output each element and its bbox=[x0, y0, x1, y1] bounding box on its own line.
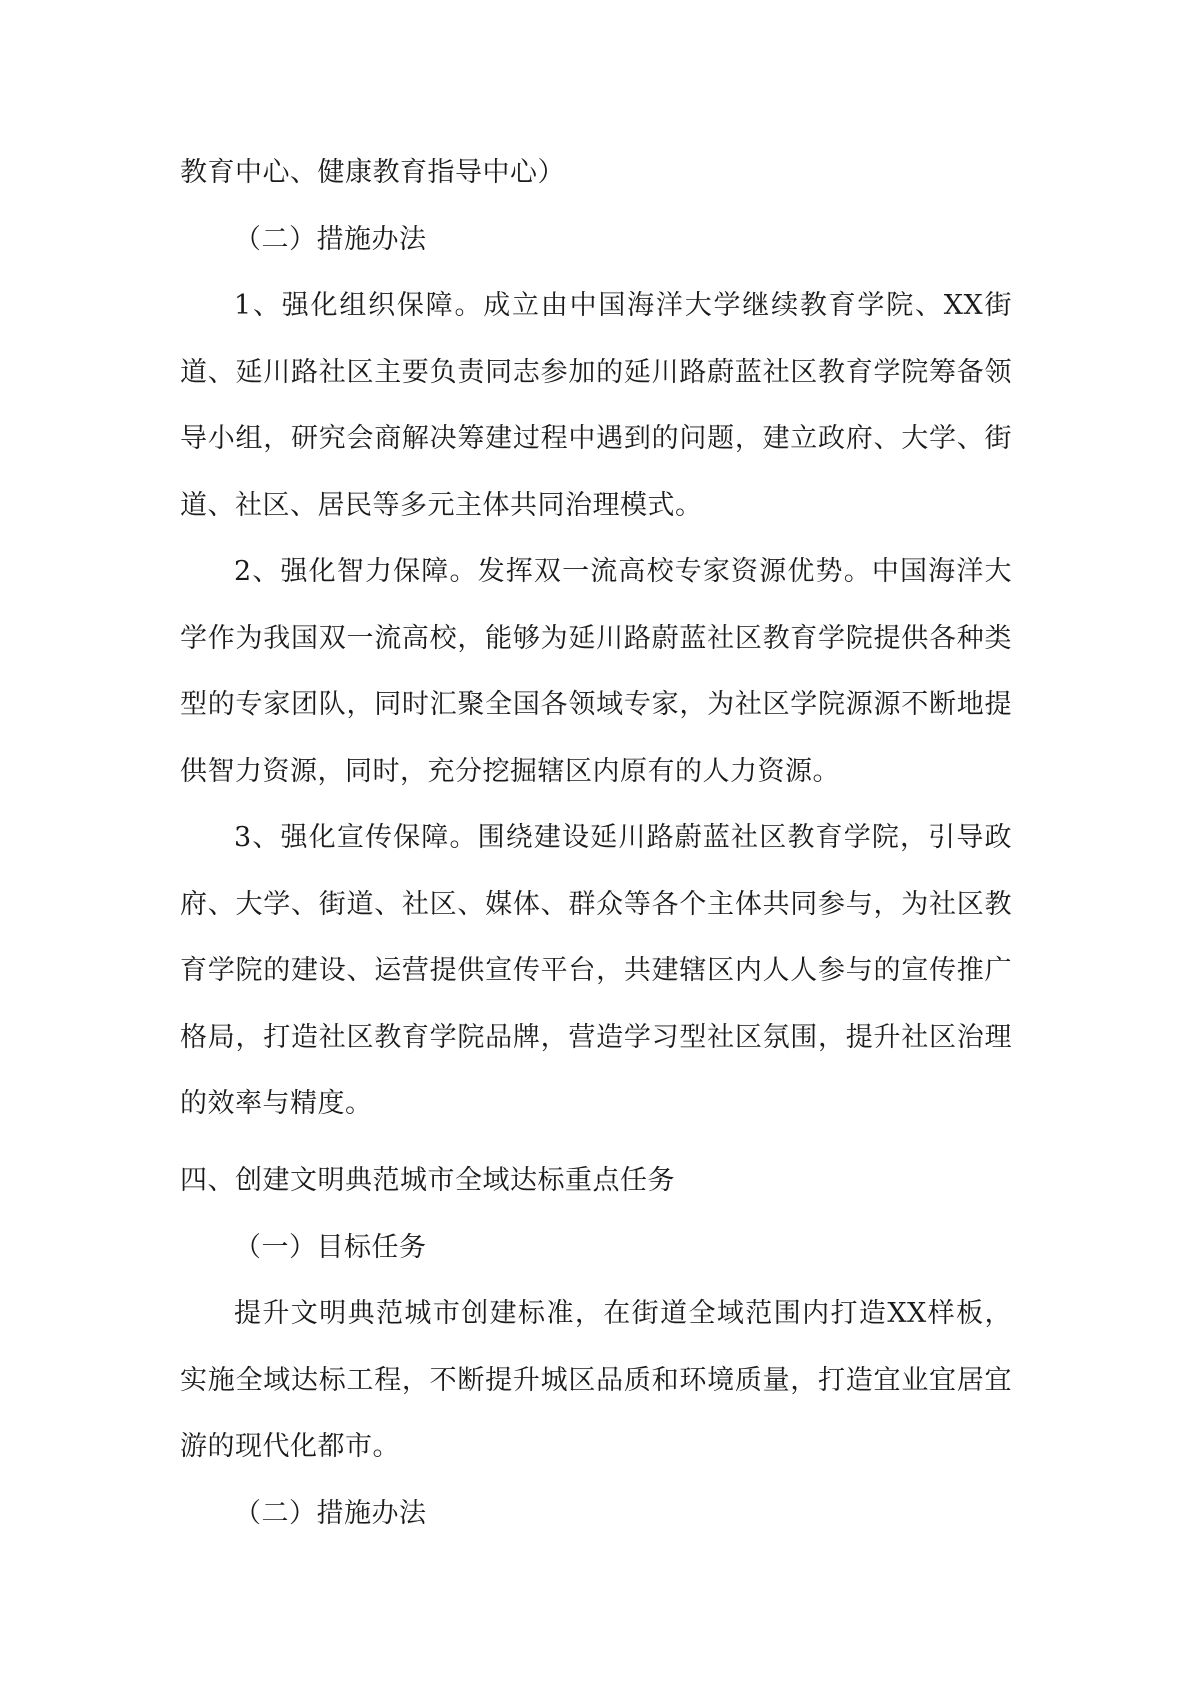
section-four bbox=[180, 1148, 1012, 1547]
measures-subheading: （二）措施办法 bbox=[234, 223, 427, 255]
target-tasks-subheading: （一）目标任务 bbox=[234, 1231, 427, 1263]
section-four-heading: 四、创建文明典范城市全域达标重点任务 bbox=[180, 1165, 675, 1196]
measure-item-intellectual: 2、强化智力保障。发挥双一流高校专家资源优势。中国海洋大学作为我国双一流高校，能够为延川路蔚蓝社区教育学院提供各种类型的专家团队，同时汇聚全国各领域专家，为社区学院源源不断地提供智力资源，同时，充分挖掘辖区内原有的人力资源。 bbox=[180, 556, 1012, 787]
measure-item-organization: 1、强化组织保障。成立由中国海洋大学继续教育学院、XX街道、延川路社区主要负责同志参加的延川路蔚蓝社区教育学院筹备领导小组，研究会商解决筹建过程中遇到的问题，建立政府、大学、街道、社区、居民等多元主体共同治理模式。 bbox=[180, 290, 1012, 521]
measures-subheading-2: （二）措施办法 bbox=[234, 1497, 427, 1529]
section-three-continuation bbox=[180, 140, 1012, 1138]
target-tasks-body: 提升文明典范城市创建标准，在街道全域范围内打造XX样板，实施全域达标工程，不断提升城区品质和环境质量，打造宜业宜居宜游的现代化都市。 bbox=[180, 1298, 1012, 1462]
measure-item-publicity: 3、强化宣传保障。围绕建设延川路蔚蓝社区教育学院，引导政府、大学、街道、社区、媒体、群众等各个主体共同参与，为社区教育学院的建设、运营提供宣传平台，共建辖区内人人参与的宣传推广格局，打造社区教育学院品牌，营造学习型社区氛围，提升社区治理的效率与精度。 bbox=[180, 822, 1012, 1119]
continuation-line: 教育中心、健康教育指导中心） bbox=[180, 157, 565, 188]
